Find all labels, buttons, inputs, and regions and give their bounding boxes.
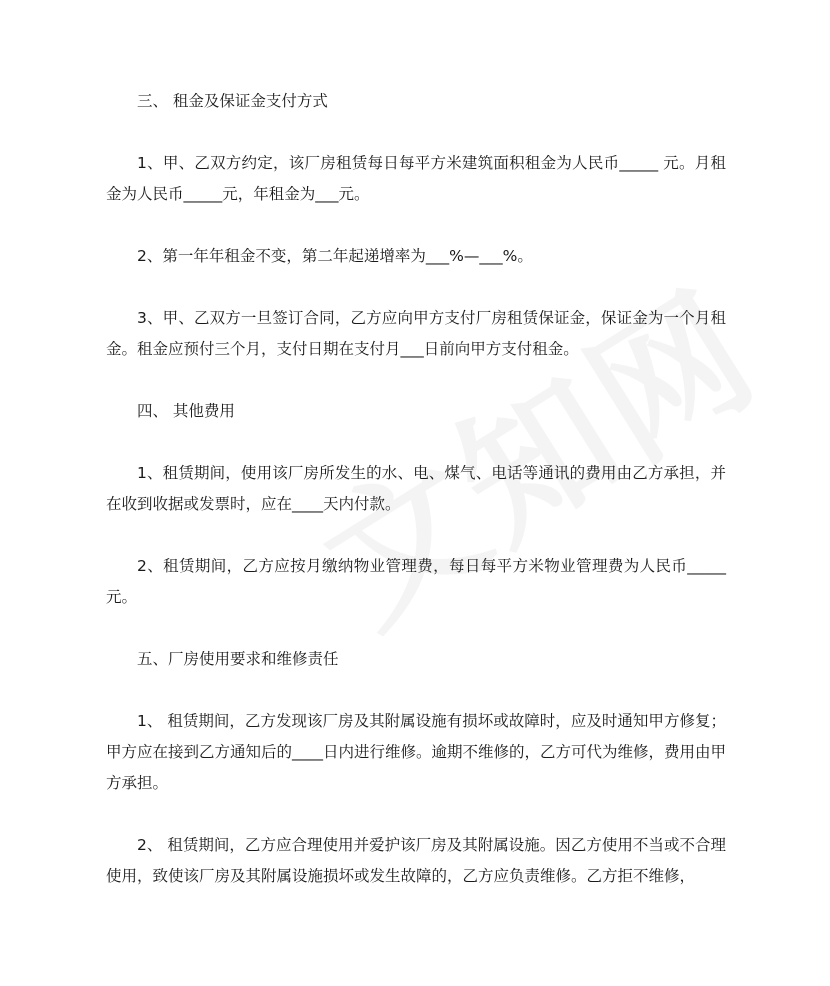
document-body [106, 86, 726, 923]
paragraph-property-fee: 2、租赁期间，乙方应按月缴纳物业管理费，每日每平方米物业管理费为人民币_____元。 [106, 557, 726, 606]
paragraph-tenant-repair: 2、 租赁期间，乙方应合理使用并爱护该厂房及其附属设施。因乙方使用不当或不合理使用，致使该厂房及其附属设施损坏或发生故障的，乙方应负责维修。乙方拒不维修， [106, 836, 726, 885]
section-heading-rent-payment: 三、 租金及保证金支付方式 [137, 92, 328, 110]
paragraph-deposit: 3、甲、乙双方一旦签订合同，乙方应向甲方支付厂房租赁保证金，保证金为一个月租金。租金应预付三个月，支付日期在支付月___日前向甲方支付租金。 [106, 309, 726, 358]
section-heading-usage-maintenance: 五、厂房使用要求和维修责任 [137, 650, 339, 668]
paragraph-rent-increase: 2、第一年年租金不变，第二年起递增率为___%—___%。 [137, 247, 533, 265]
paragraph-utility-fees: 1、租赁期间，使用该厂房所发生的水、电、煤气、电话等通讯的费用由乙方承担，并在收到收据或发票时，应在____天内付款。 [106, 464, 726, 513]
paragraph-rent-amount: 1、甲、乙双方约定，该厂房租赁每日每平方米建筑面积租金为人民币_____ 元。月租金为人民币_____元，年租金为___元。 [106, 154, 726, 203]
paragraph-landlord-repair: 1、 租赁期间，乙方发现该厂房及其附属设施有损坏或故障时，应及时通知甲方修复；甲方应在接到乙方通知后的____日内进行维修。逾期不维修的，乙方可代为维修，费用由甲方承担。 [106, 712, 727, 792]
section-heading-other-fees: 四、 其他费用 [137, 402, 235, 420]
